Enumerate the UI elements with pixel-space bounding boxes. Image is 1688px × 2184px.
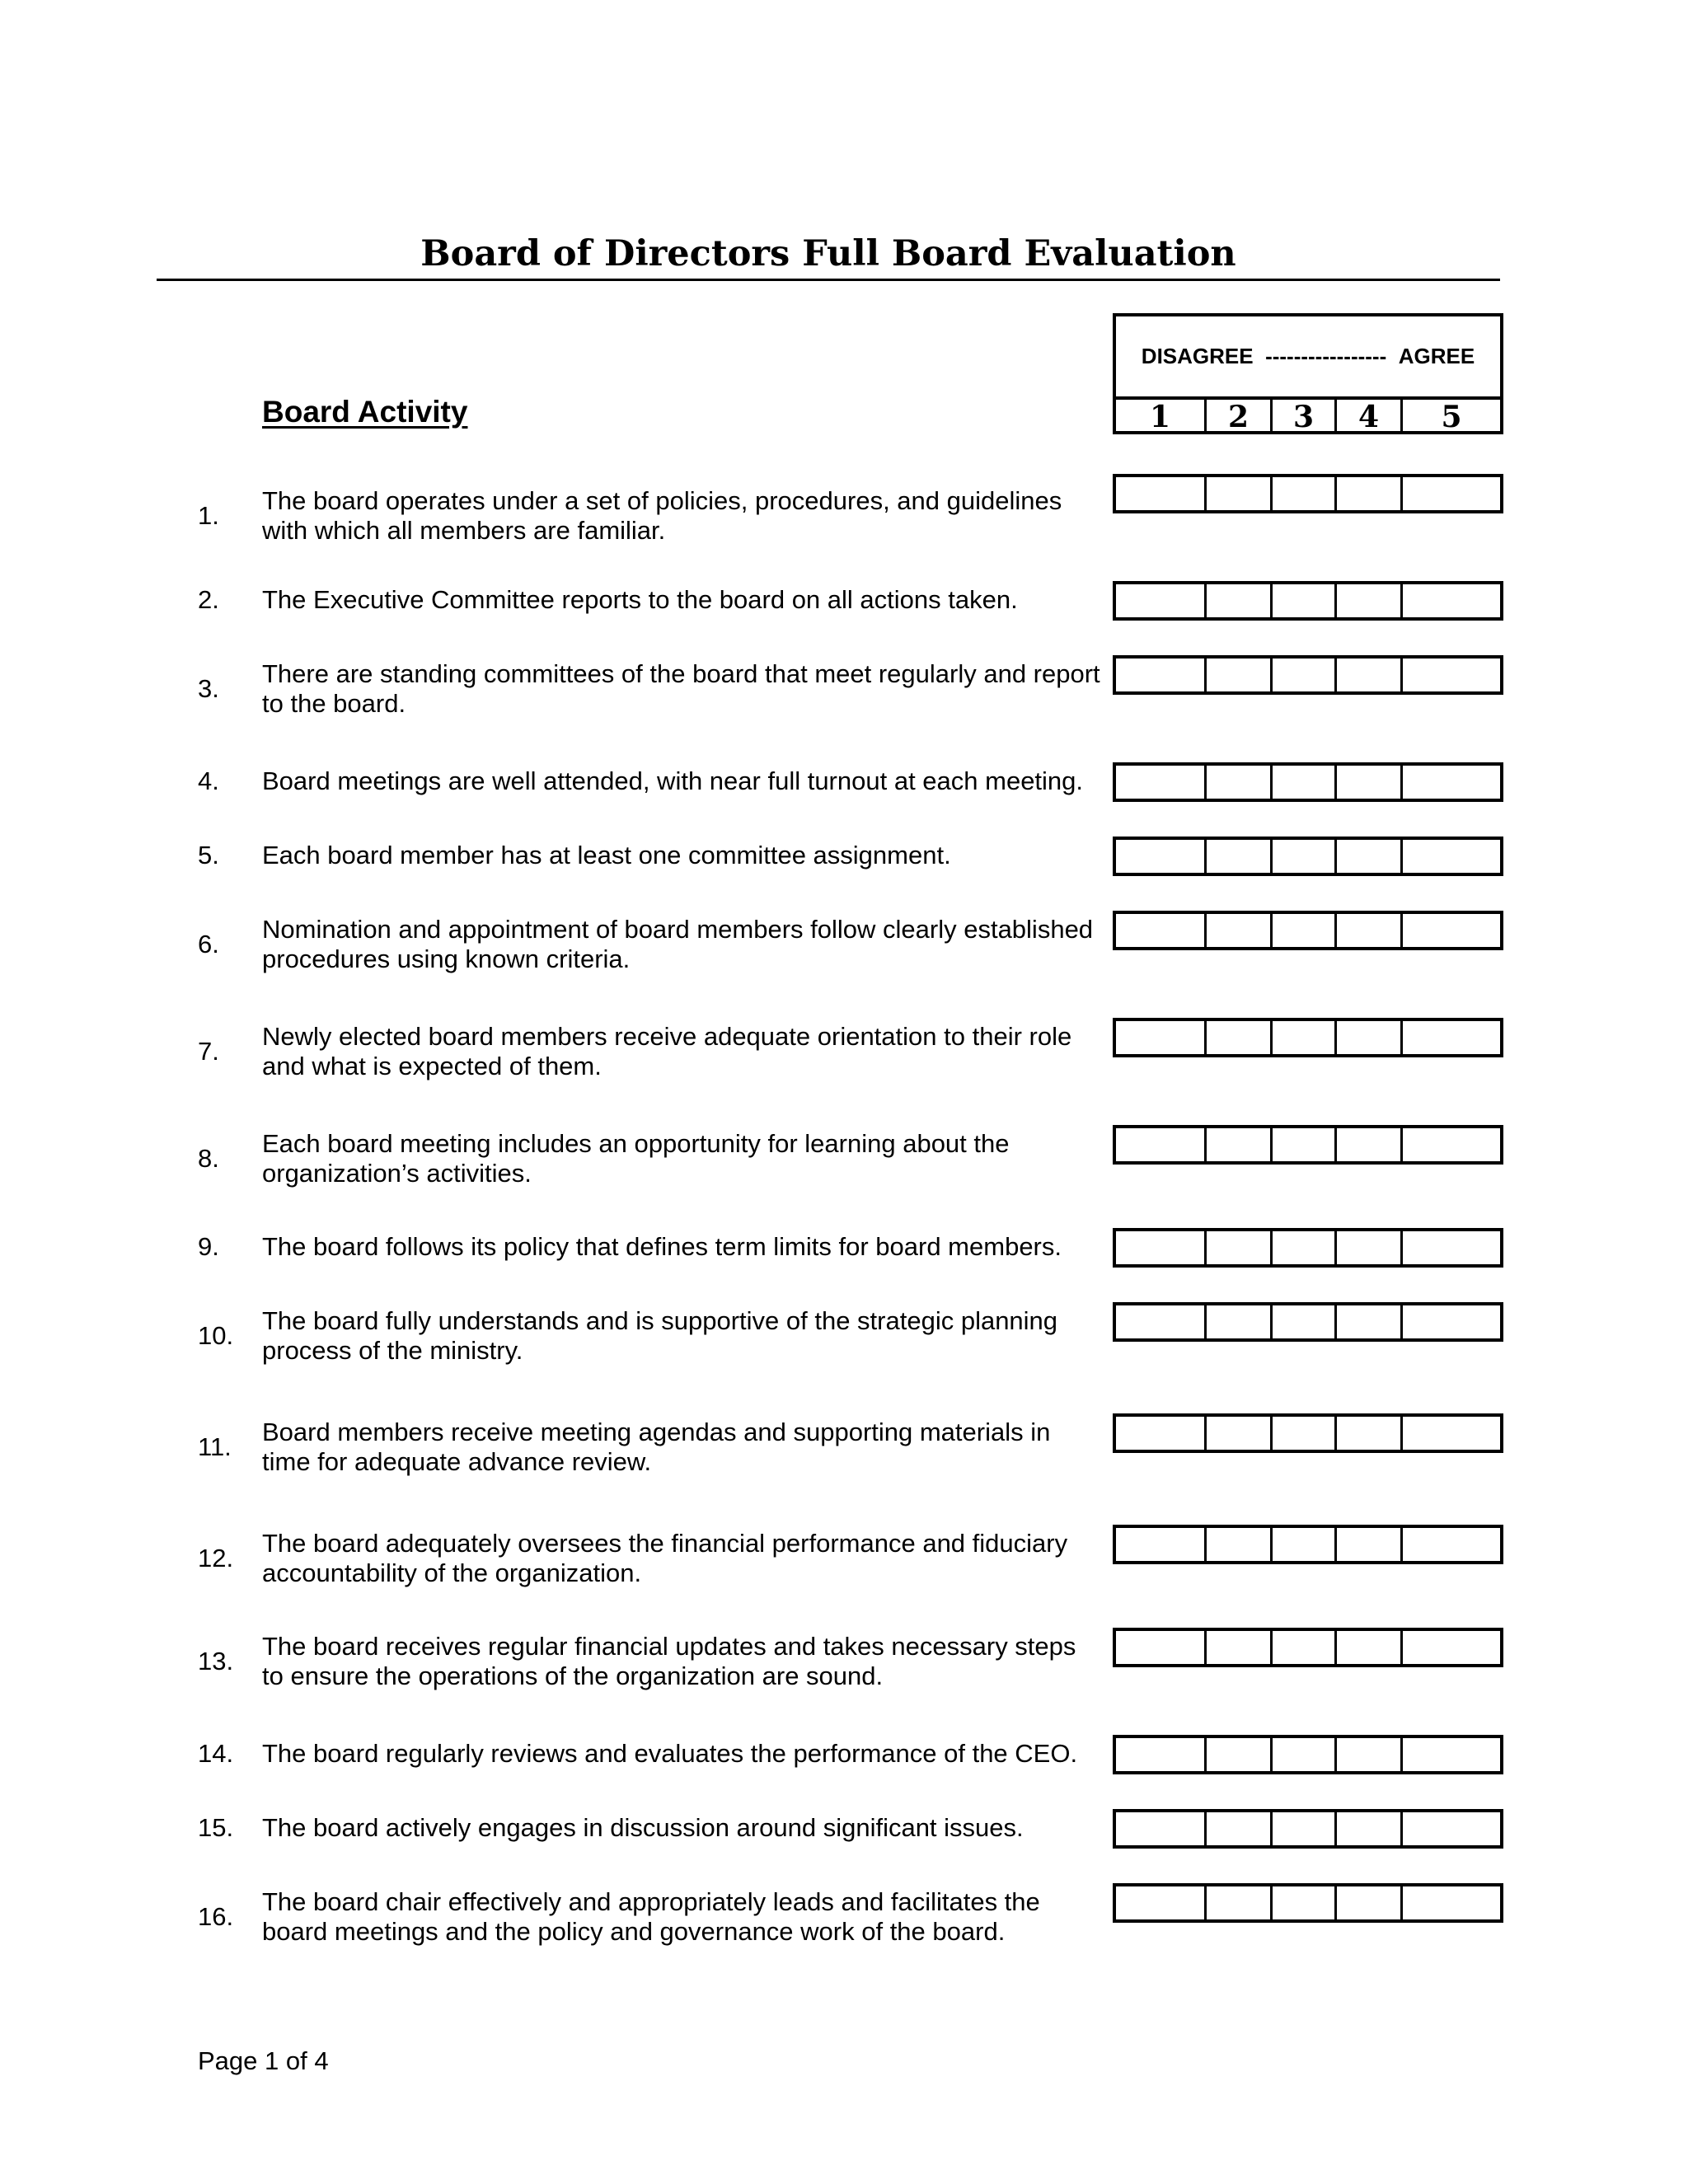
scale-number-5: 5 (1441, 400, 1462, 434)
item-number: 2. (198, 585, 219, 614)
rating-box-5[interactable] (1403, 1738, 1500, 1771)
rating-boxes (1113, 837, 1503, 876)
rating-box-4[interactable] (1337, 1631, 1403, 1664)
rating-box-3[interactable] (1273, 1528, 1337, 1561)
item-number: 6. (198, 930, 219, 958)
rating-box-1[interactable] (1116, 1231, 1207, 1264)
rating-box-5[interactable] (1403, 1812, 1500, 1845)
rating-box-4[interactable] (1337, 1305, 1403, 1338)
item-number: 4. (198, 766, 219, 795)
rating-box-4[interactable] (1337, 840, 1403, 873)
rating-box-1[interactable] (1116, 1417, 1207, 1450)
rating-box-5[interactable] (1403, 1128, 1500, 1161)
item-number: 8. (198, 1144, 219, 1173)
rating-box-3[interactable] (1273, 1812, 1337, 1845)
rating-box-2[interactable] (1207, 1417, 1273, 1450)
item-number: 3. (198, 674, 219, 703)
item-number: 7. (198, 1037, 219, 1066)
item-statement: The board adequately oversees the financial performance and fiduciary accountability of the organization. (262, 1529, 1068, 1587)
rating-box-3[interactable] (1273, 1021, 1337, 1054)
rating-box-5[interactable] (1403, 766, 1500, 799)
scale-disagree-label: DISAGREE (1141, 344, 1254, 368)
item-statement: Board meetings are well attended, with near full turnout at each meeting. (262, 766, 1084, 795)
item-statement: The board fully understands and is supportive of the strategic planning process of the ministry. (262, 1306, 1058, 1365)
rating-box-3[interactable] (1273, 584, 1337, 617)
rating-box-2[interactable] (1207, 1631, 1273, 1664)
rating-box-1[interactable] (1116, 1812, 1207, 1845)
rating-box-4[interactable] (1337, 1528, 1403, 1561)
rating-box-5[interactable] (1403, 1631, 1500, 1664)
rating-box-3[interactable] (1273, 1417, 1337, 1450)
rating-box-2[interactable] (1207, 477, 1273, 510)
rating-box-5[interactable] (1403, 914, 1500, 947)
rating-scale-header (1113, 313, 1503, 434)
rating-box-5[interactable] (1403, 1417, 1500, 1450)
rating-box-5[interactable] (1403, 477, 1500, 510)
scale-number-4: 4 (1337, 400, 1403, 434)
rating-box-2[interactable] (1207, 658, 1273, 691)
rating-boxes (1113, 762, 1503, 802)
scale-number-1: 1 (1116, 400, 1207, 434)
rating-box-3[interactable] (1273, 1128, 1337, 1161)
rating-box-4[interactable] (1337, 477, 1403, 510)
rating-box-4[interactable] (1337, 1231, 1403, 1264)
rating-box-1[interactable] (1116, 477, 1207, 510)
rating-boxes (1113, 1525, 1503, 1564)
item-statement: The board receives regular financial updates and takes necessary steps to ensure the operations of the organization are sound. (262, 1632, 1076, 1690)
rating-box-5[interactable] (1403, 1231, 1500, 1264)
rating-box-4[interactable] (1337, 914, 1403, 947)
item-number: 16. (198, 1902, 234, 1931)
rating-boxes (1113, 1809, 1503, 1849)
rating-boxes (1113, 911, 1503, 950)
item-number: 1. (198, 501, 219, 530)
rating-box-1[interactable] (1116, 914, 1207, 947)
rating-box-2[interactable] (1207, 914, 1273, 947)
rating-box-5[interactable] (1403, 1305, 1500, 1338)
rating-box-2[interactable] (1207, 1812, 1273, 1845)
section-heading: Board Activity (262, 395, 468, 429)
page-footer: Page 1 of 4 (198, 2046, 329, 2075)
item-number: 5. (198, 841, 219, 869)
rating-box-2[interactable] (1207, 1738, 1273, 1771)
rating-box-1[interactable] (1116, 1631, 1207, 1664)
item-statement: Each board meeting includes an opportunity for learning about the organization’s activities. (262, 1129, 1010, 1188)
rating-box-1[interactable] (1116, 1528, 1207, 1561)
item-statement: The board operates under a set of policies, procedures, and guidelines with which all members are familiar. (262, 486, 1062, 545)
rating-box-3[interactable] (1273, 1631, 1337, 1664)
rating-box-3[interactable] (1273, 1738, 1337, 1771)
rating-box-5[interactable] (1403, 1886, 1500, 1919)
rating-box-1[interactable] (1116, 1886, 1207, 1919)
scale-number-2: 2 (1207, 400, 1273, 434)
rating-boxes (1113, 581, 1503, 621)
rating-box-2[interactable] (1207, 1528, 1273, 1561)
rating-boxes (1113, 1883, 1503, 1923)
scale-dashes: ----------------- (1265, 344, 1387, 368)
rating-box-5[interactable] (1403, 1528, 1500, 1561)
rating-box-4[interactable] (1337, 1417, 1403, 1450)
rating-box-4[interactable] (1337, 1021, 1403, 1054)
item-statement: The Executive Committee reports to the board on all actions taken. (262, 585, 1018, 614)
item-statement: Nomination and appointment of board members follow clearly established procedures using known criteria. (262, 915, 1094, 973)
item-statement: The board regularly reviews and evaluates the performance of the CEO. (262, 1739, 1078, 1768)
item-number: 15. (198, 1813, 234, 1842)
rating-box-1[interactable] (1116, 1305, 1207, 1338)
rating-box-1[interactable] (1116, 1021, 1207, 1054)
item-number: 10. (198, 1321, 234, 1350)
rating-box-1[interactable] (1116, 766, 1207, 799)
rating-box-5[interactable] (1403, 840, 1500, 873)
rating-box-3[interactable] (1273, 1305, 1337, 1338)
rating-box-3[interactable] (1273, 766, 1337, 799)
item-number: 11. (198, 1432, 232, 1461)
scale-number-3: 3 (1273, 400, 1337, 434)
page-title: Board of Directors Full Board Evaluation (420, 233, 1236, 274)
item-statement: Board members receive meeting agendas and supporting materials in time for adequate advance review. (262, 1418, 1051, 1476)
rating-boxes (1113, 474, 1503, 513)
rating-box-4[interactable] (1337, 1812, 1403, 1845)
rating-box-3[interactable] (1273, 658, 1337, 691)
rating-box-1[interactable] (1116, 658, 1207, 691)
item-statement: Newly elected board members receive adequate orientation to their role and what is expected of them. (262, 1022, 1072, 1080)
rating-box-1[interactable] (1116, 1128, 1207, 1161)
rating-box-2[interactable] (1207, 1305, 1273, 1338)
rating-box-2[interactable] (1207, 584, 1273, 617)
rating-box-4[interactable] (1337, 584, 1403, 617)
rating-box-2[interactable] (1207, 766, 1273, 799)
rating-box-5[interactable] (1403, 658, 1500, 691)
rating-box-4[interactable] (1337, 1886, 1403, 1919)
rating-boxes (1113, 1302, 1503, 1342)
rating-boxes (1113, 1018, 1503, 1057)
rating-box-3[interactable] (1273, 477, 1337, 510)
item-number: 13. (198, 1647, 234, 1675)
rating-box-3[interactable] (1273, 1231, 1337, 1264)
rating-box-1[interactable] (1116, 1738, 1207, 1771)
item-statement: The board follows its policy that defines term limits for board members. (262, 1232, 1062, 1261)
rating-boxes (1113, 1228, 1503, 1268)
title-divider (157, 279, 1500, 281)
rating-box-4[interactable] (1337, 766, 1403, 799)
scale-label (1116, 316, 1500, 396)
rating-boxes (1113, 1413, 1503, 1453)
rating-box-4[interactable] (1337, 1738, 1403, 1771)
rating-boxes (1113, 1628, 1503, 1667)
item-statement: The board actively engages in discussion around significant issues. (262, 1813, 1024, 1842)
item-number: 12. (198, 1544, 234, 1572)
rating-box-2[interactable] (1207, 1231, 1273, 1264)
scale-agree-label: AGREE (1398, 344, 1475, 368)
rating-box-2[interactable] (1207, 840, 1273, 873)
rating-box-1[interactable] (1116, 584, 1207, 617)
rating-box-3[interactable] (1273, 914, 1337, 947)
item-number: 14. (198, 1739, 234, 1768)
rating-box-2[interactable] (1207, 1886, 1273, 1919)
rating-box-2[interactable] (1207, 1128, 1273, 1161)
scale-numbers (1116, 396, 1500, 434)
rating-box-5[interactable] (1403, 1021, 1500, 1054)
rating-box-4[interactable] (1337, 1128, 1403, 1161)
rating-box-3[interactable] (1273, 840, 1337, 873)
rating-boxes (1113, 1125, 1503, 1165)
rating-box-4[interactable] (1337, 658, 1403, 691)
item-statement: Each board member has at least one committee assignment. (262, 841, 951, 869)
item-statement: The board chair effectively and appropriately leads and facilitates the board meetings and the policy and governance work of the board. (262, 1887, 1040, 1946)
rating-boxes (1113, 655, 1503, 695)
rating-box-5[interactable] (1403, 584, 1500, 617)
rating-box-1[interactable] (1116, 840, 1207, 873)
item-number: 9. (198, 1232, 219, 1261)
rating-boxes (1113, 1735, 1503, 1774)
rating-box-2[interactable] (1207, 1021, 1273, 1054)
item-statement: There are standing committees of the board that meet regularly and report to the board. (262, 659, 1100, 718)
rating-box-3[interactable] (1273, 1886, 1337, 1919)
